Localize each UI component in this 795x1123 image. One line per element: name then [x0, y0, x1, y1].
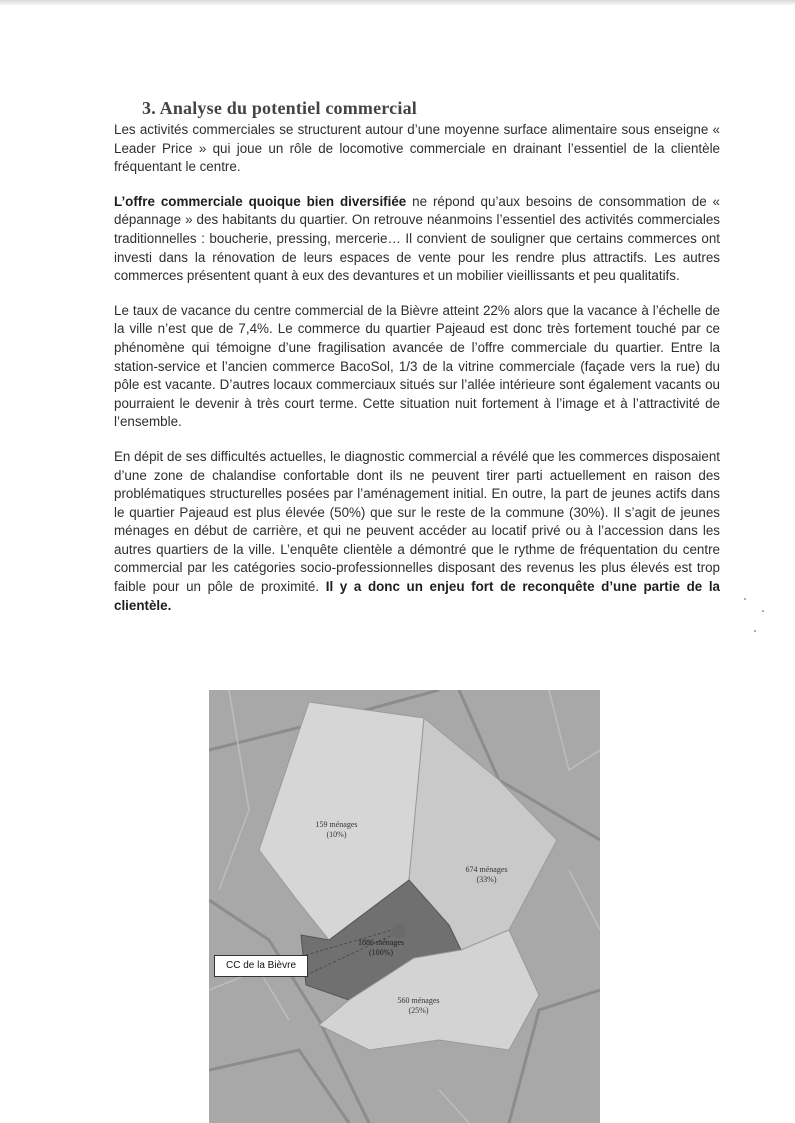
zone-north-label	[309, 820, 364, 840]
zone-center-households: 1886 ménages	[358, 938, 404, 947]
zone-south-share: (25%)	[408, 1006, 429, 1015]
paragraph-offre-text: ne répond qu’aux besoins de consommation de « dépannage » des habitants du quartier. On retrouve néanmoins l’essentiel des activités commerciales traditionnelles : boucherie, pressing, mercerie… Il convient de souligner que certains commerces ont investi dans la rénovation de leurs espaces de vente pour les rendre plus attractifs. Les autres commerces présentent quant à eux des devantures et un mobilier vieillissants et peu qualitatifs.	[114, 193, 720, 284]
paragraph-diagnostic	[114, 448, 720, 615]
zone-east-share: (33%)	[476, 875, 497, 884]
zone-east-households: 674 ménages	[465, 865, 508, 874]
zone-south-households: 560 ménages	[397, 996, 440, 1005]
zone-south-label	[391, 996, 446, 1016]
paragraph-diagnostic-bold: Il y a donc un enjeu fort de reconquête d’une partie de la clientèle.	[114, 579, 720, 613]
paragraph-offre-bold: L’offre commerciale quoique bien diversifiée	[114, 193, 407, 209]
scan-edge	[0, 0, 795, 6]
catchment-map	[209, 690, 600, 1123]
section-heading	[142, 98, 720, 119]
paragraph-leader-price: Les activités commerciales se structurent autour d’une moyenne surface alimentaire sous enseigne « Leader Price » qui joue un rôle de locomotive commerciale en drainant l’essentiel de la clientèle fréquentant le centre.	[114, 122, 720, 175]
zone-north-households: 159 ménages	[315, 820, 358, 829]
paragraph-diagnostic-text: En dépit de ses difficultés actuelles, le diagnostic commercial a révélé que les commerces disposaient d’une zone de chalandise confortable dont ils ne peuvent tirer parti actuellement en raison des problématiques structurelles posées par l’aménagement initial. En outre, la part de jeunes actifs dans le quartier Pajeaud est plus élevée (50%) que sur le reste de la commune (30%). Il s’agit de jeunes ménages en début de carrière, et qui ne peuvent accéder au locatif privé ou à l’accession dans les autres quartiers de la ville. L’enquête clientèle a démontré que le rythme de fréquentation du centre commercial par les catégories socio-professionnelles disposant des revenus les plus élevés est trop faible pour un pôle de proximité.	[114, 448, 720, 595]
paragraph-vacance: Le taux de vacance du centre commercial de la Bièvre atteint 22% alors que la vacance à l’échelle de la ville n’est que de 7,4%. Le commerce du quartier Pajeaud est donc très fortement touché par ce phénomène qui témoigne d’une fragilisation avancée de l’offre commerciale du quartier. Entre la station-service et l’ancien commerce BacoSol, 1/3 de la vitrine commerciale (façade vers la rue) du pôle est vacante. D’autres locaux commerciaux situés sur l’allée intérieure sont également vacants ou pourraient le devenir à très court terme. Cette situation nuit fortement à l’image et à l’attractivité de l’ensemble.	[114, 302, 720, 430]
map-background	[209, 690, 600, 1123]
zone-center-share: (100%)	[369, 948, 393, 957]
document-body	[114, 98, 720, 631]
shopping-centre-label: CC de la Bièvre	[214, 955, 308, 977]
section-title: Analyse du potentiel commercial	[159, 98, 417, 118]
scan-speck	[744, 598, 746, 600]
section-number: 3.	[142, 98, 156, 118]
zone-center-label	[351, 938, 411, 958]
zone-north-share: (10%)	[326, 830, 347, 839]
zone-east-label	[459, 865, 514, 885]
scan-speck	[762, 610, 764, 612]
paragraph-offre-commerciale	[114, 193, 720, 286]
scan-speck	[754, 630, 756, 632]
shopping-centre-marker-icon	[392, 924, 406, 938]
